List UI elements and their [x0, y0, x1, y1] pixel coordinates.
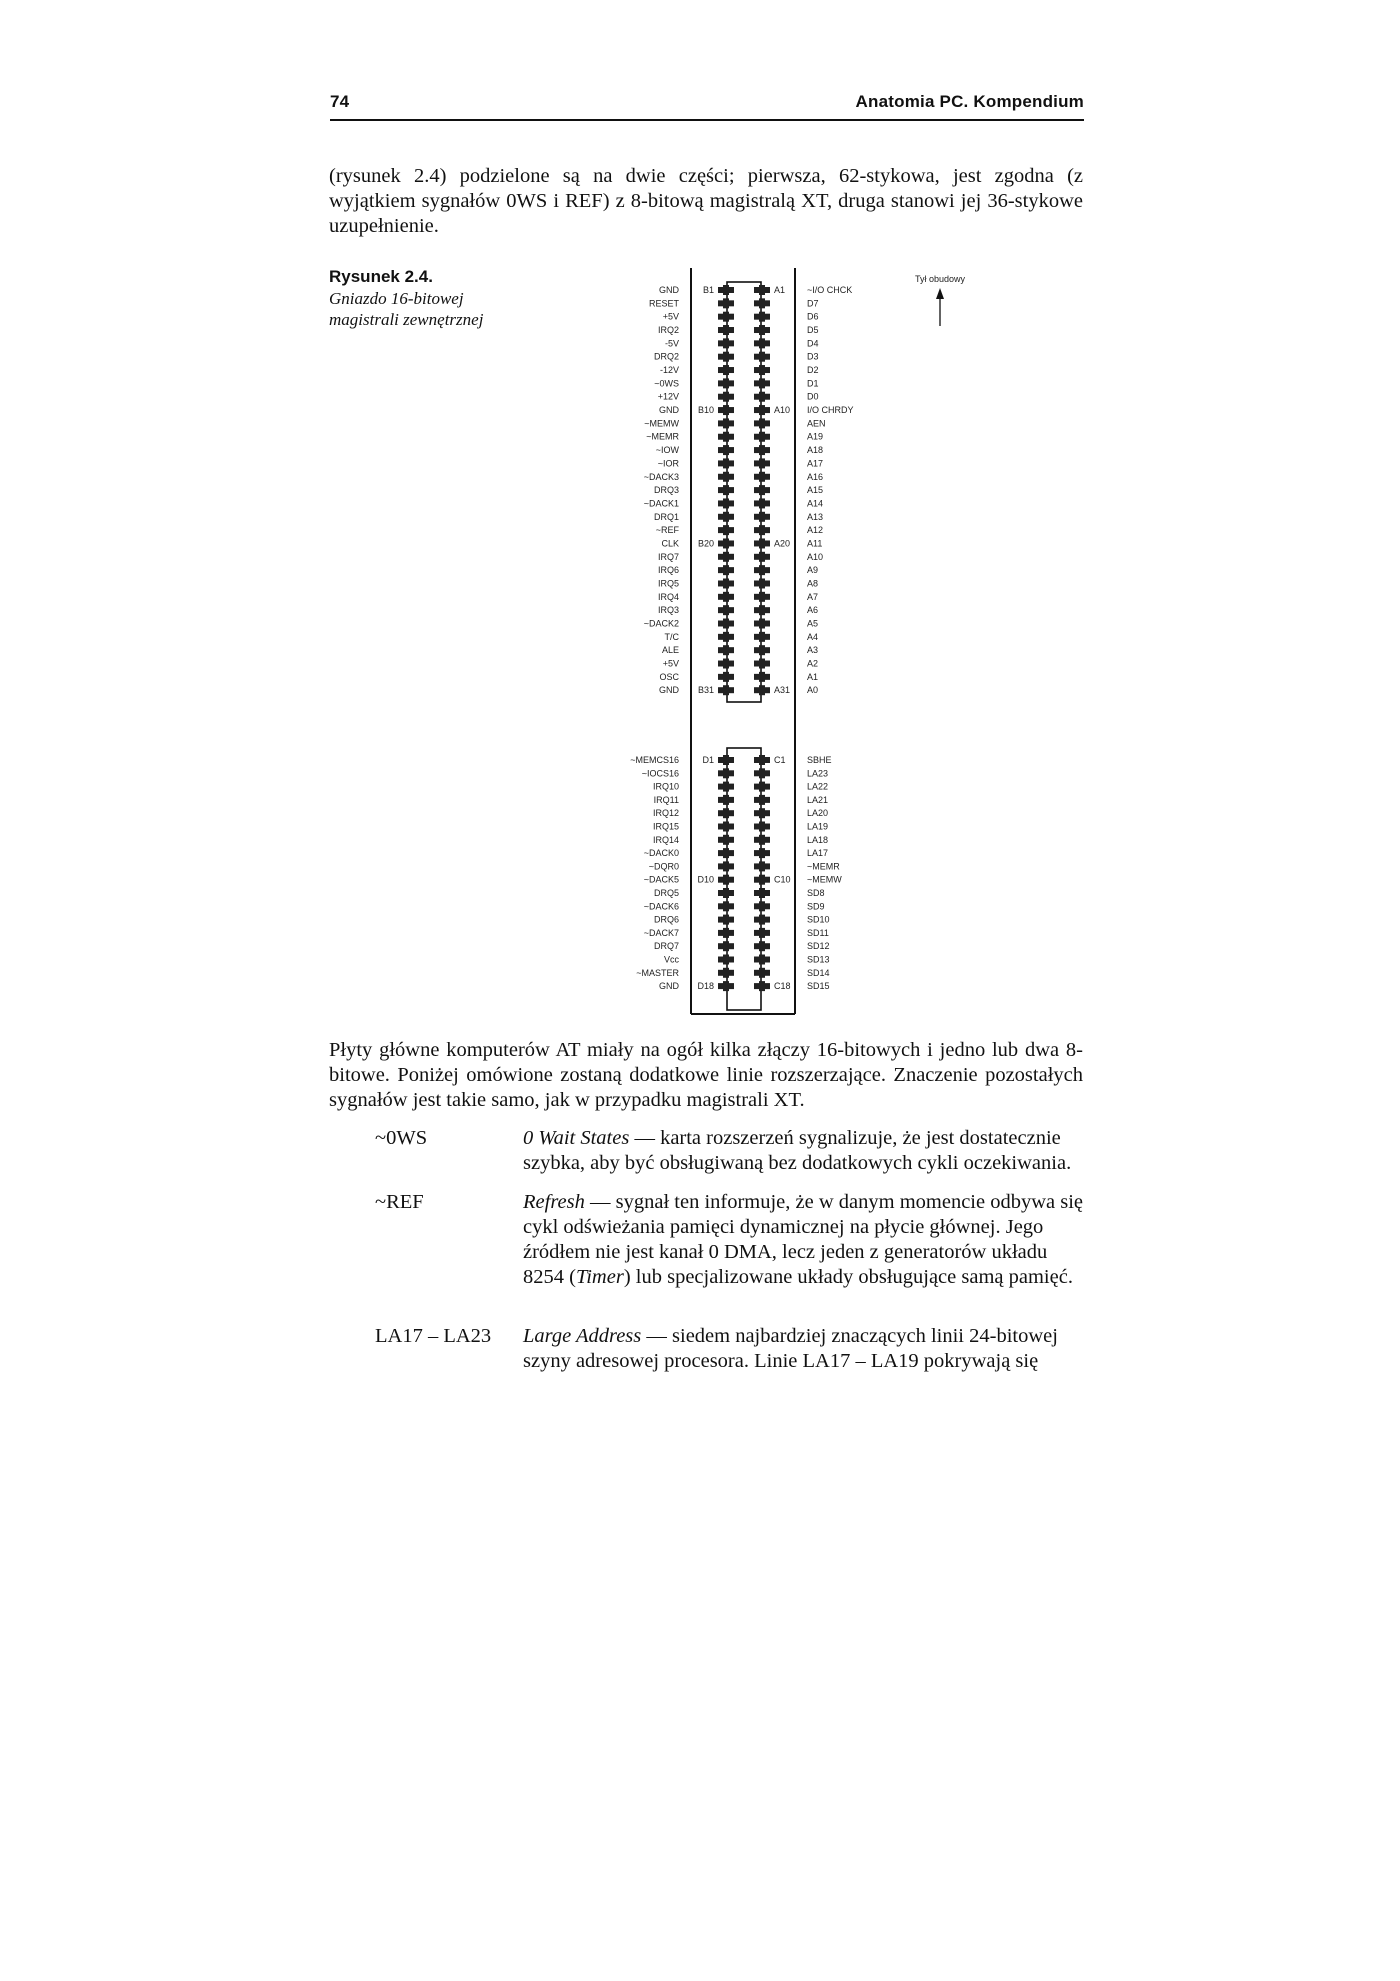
main-signal-right: A1	[807, 671, 819, 682]
main-pin-left-contact	[723, 325, 729, 335]
figure-label: Rysunek 2.4.	[329, 267, 433, 286]
main-signal-left: IRQ7	[657, 551, 679, 562]
signal-text: — karta rozszerzeń sygnalizuje, że jest dostatecznie szybka, aby być obsługiwaną bez dodatkowych cykli oczekiwania.	[523, 1127, 1072, 1174]
main-pin-left-contact	[723, 498, 729, 508]
signal-term: Large Address	[523, 1325, 642, 1347]
main-signal-left: IRQ6	[657, 565, 679, 576]
main-signal-right: A15	[807, 485, 824, 496]
signal-description	[523, 1126, 1083, 1176]
main-signal-right: A4	[807, 631, 819, 642]
main-pin-right-contact	[759, 645, 765, 655]
ext-pin-left-contact	[723, 941, 729, 951]
ext-pin-right-contact	[759, 981, 765, 991]
main-signal-left: GND	[659, 285, 679, 295]
main-pin-left-contact	[723, 525, 729, 535]
main-signal-left: ~MEMW	[644, 418, 679, 429]
main-signal-left: GND	[659, 685, 679, 696]
main-pin-number-right: A31	[774, 685, 791, 696]
main-pin-left-contact	[723, 645, 729, 655]
ext-pin-right-contact	[759, 822, 765, 832]
main-pin-right-contact	[759, 352, 765, 362]
ext-signal-right: LA17	[807, 848, 829, 859]
main-signal-left: -12V	[659, 365, 679, 376]
ext-pin-left-contact	[723, 768, 729, 778]
main-pin-right-contact	[759, 485, 765, 495]
main-signal-right: D6	[807, 311, 819, 322]
ext-signal-left: ~DACK7	[643, 927, 679, 938]
ext-pin-left-contact	[723, 795, 729, 805]
main-signal-left: ~REF	[655, 525, 679, 536]
main-signal-right: AEN	[807, 418, 826, 429]
ext-signal-right: ~MEMR	[807, 861, 840, 872]
main-pin-left-contact	[723, 338, 729, 348]
signal-description	[523, 1190, 1083, 1290]
ext-pin-left-contact	[723, 848, 729, 858]
ext-pin-right-contact	[759, 901, 765, 911]
ext-pin-left-contact	[723, 835, 729, 845]
main-pin-left-contact	[723, 365, 729, 375]
ext-pin-left-contact	[723, 755, 729, 765]
ext-signal-right: SD11	[807, 927, 829, 938]
main-signal-left: GND	[659, 405, 679, 416]
ext-signal-left: IRQ10	[652, 781, 679, 792]
ext-pin-number-left: D1	[702, 755, 714, 765]
main-pin-right-contact	[759, 525, 765, 535]
ext-pin-number-right: C10	[774, 874, 791, 885]
main-pin-left-contact	[723, 458, 729, 468]
main-pin-left-contact	[723, 565, 729, 575]
main-signal-left: T/C	[664, 631, 679, 642]
main-pin-left-contact	[723, 512, 729, 522]
main-pin-right-contact	[759, 432, 765, 442]
main-signal-right: D3	[807, 351, 819, 362]
ext-pin-left-contact	[723, 901, 729, 911]
main-pin-right-contact	[759, 338, 765, 348]
ext-signal-right: LA19	[807, 821, 829, 832]
main-pin-number-left: B31	[697, 685, 714, 696]
ext-signal-right: LA18	[807, 834, 829, 845]
ext-pin-left-contact	[723, 875, 729, 885]
main-signal-left: -5V	[664, 338, 679, 349]
ext-signal-right: SD15	[807, 981, 830, 992]
main-signal-left: +5V	[662, 658, 679, 669]
main-signal-right: A10	[807, 551, 824, 562]
main-signal-right: A18	[807, 445, 824, 456]
main-signal-left: ~IOW	[655, 445, 679, 456]
main-pin-right-contact	[759, 325, 765, 335]
main-signal-right: A5	[807, 618, 819, 629]
main-pin-number-left: B1	[702, 285, 714, 295]
main-pin-right-contact	[759, 378, 765, 388]
main-pin-left-contact	[723, 485, 729, 495]
main-pin-left-contact	[723, 605, 729, 615]
ext-pin-number-left: D18	[697, 981, 714, 992]
main-pin-right-contact	[759, 538, 765, 548]
main-pin-right-contact	[759, 659, 765, 669]
page-number: 74	[330, 92, 350, 111]
main-pin-right-contact	[759, 405, 765, 415]
main-signal-right: D5	[807, 325, 819, 336]
main-signal-right: D7	[807, 298, 819, 309]
ext-pin-right-contact	[759, 768, 765, 778]
ext-pin-right-contact	[759, 835, 765, 845]
main-signal-right: I/O CHRDY	[807, 405, 854, 416]
ext-pin-left-contact	[723, 981, 729, 991]
main-pin-right-contact	[759, 632, 765, 642]
ext-signal-left: DRQ6	[653, 914, 679, 925]
main-signal-left: ALE	[661, 645, 679, 656]
main-signal-right: A16	[807, 471, 824, 482]
main-pin-right-contact	[759, 685, 765, 695]
back-of-case-label: Tył obudowy	[914, 274, 966, 284]
main-signal-left: +5V	[662, 311, 679, 322]
signal-name: LA17 – LA23	[375, 1325, 492, 1347]
body-paragraph: Płyty główne komputerów AT miały na ogół kilka złączy 16-bitowych i jedno lub dwa 8-bitowe. Poniżej omówione zostaną dodatkowe linie rozszerzające. Znaczenie pozostałych sygnałów jest takie samo, jak w przypadku magistrali XT.	[329, 1039, 1083, 1111]
main-pin-left-contact	[723, 472, 729, 482]
signal-text: — sygnał ten informuje, że w danym momencie odbywa się cykl odświeżania pamięci dynamicznej na płycie głównej. Jego źródłem nie jest kanał 0 DMA, lecz jeden z generatorów układu 8254 (	[523, 1191, 1084, 1288]
ext-signal-right: ~MEMW	[807, 874, 842, 885]
main-pin-right-contact	[759, 592, 765, 602]
main-pin-left-contact	[723, 312, 729, 322]
ext-signal-left: IRQ14	[652, 834, 679, 845]
signal-text: — siedem najbardziej znaczących linii 24-bitowej szyny adresowej procesora. Linie LA17 – LA19 pokrywają się	[523, 1325, 1058, 1372]
signal-term: Refresh	[523, 1191, 585, 1213]
ext-pin-right-contact	[759, 888, 765, 898]
main-pin-left-contact	[723, 418, 729, 428]
main-signal-left: DRQ2	[653, 351, 679, 362]
main-pin-number-left: B10	[697, 405, 714, 416]
main-pin-right-contact	[759, 445, 765, 455]
main-pin-right-contact	[759, 285, 765, 295]
main-pin-left-contact	[723, 405, 729, 415]
main-signal-left: ~0WS	[654, 378, 679, 389]
main-pin-right-contact	[759, 512, 765, 522]
signal-term: Timer	[575, 1266, 624, 1288]
ext-pin-right-contact	[759, 782, 765, 792]
ext-signal-left: GND	[659, 981, 679, 992]
ext-pin-right-contact	[759, 955, 765, 965]
signal-name: ~REF	[375, 1191, 424, 1213]
main-signal-right: A17	[807, 458, 824, 469]
ext-pin-number-left: D10	[697, 874, 714, 885]
ext-pin-number-right: C1	[774, 755, 786, 765]
ext-signal-left: ~DACK0	[643, 848, 679, 859]
main-signal-left: OSC	[659, 671, 679, 682]
ext-pin-right-contact	[759, 861, 765, 871]
ext-pin-left-contact	[723, 782, 729, 792]
ext-signal-left: ~DQR0	[648, 861, 679, 872]
intro-paragraph: (rysunek 2.4) podzielone są na dwie części; pierwsza, 62-stykowa, jest zgodna (z wyjątkiem sygnałów 0WS i REF) z 8-bitową magistralą XT, druga stanowi jej 36-stykowe uzupełnienie.	[329, 165, 1083, 237]
signal-name: ~0WS	[375, 1127, 428, 1149]
main-pin-right-contact	[759, 298, 765, 308]
main-signal-left: ~DACK2	[643, 618, 679, 629]
main-pin-left-contact	[723, 285, 729, 295]
ext-pin-left-contact	[723, 888, 729, 898]
ext-signal-right: SD13	[807, 954, 830, 965]
ext-signal-left: DRQ5	[653, 888, 679, 898]
main-pin-number-left: B20	[697, 538, 714, 549]
ext-pin-right-contact	[759, 915, 765, 925]
main-pin-left-contact	[723, 685, 729, 695]
arrow-up-icon	[936, 288, 944, 299]
main-pin-right-contact	[759, 552, 765, 562]
ext-pin-left-contact	[723, 861, 729, 871]
main-signal-right: A14	[807, 498, 824, 509]
ext-pin-right-contact	[759, 755, 765, 765]
ext-signal-right: SD8	[807, 888, 825, 898]
ext-signal-left: IRQ11	[653, 794, 679, 805]
main-pin-left-contact	[723, 552, 729, 562]
main-signal-right: A12	[807, 525, 824, 536]
main-signal-left: RESET	[648, 298, 679, 309]
main-signal-left: ~MEMR	[646, 431, 679, 442]
main-signal-left: DRQ3	[653, 485, 679, 496]
ext-pin-right-contact	[759, 875, 765, 885]
ext-signal-right: LA20	[807, 808, 829, 819]
ext-pin-left-contact	[723, 808, 729, 818]
ext-signal-right: SD9	[807, 901, 825, 912]
ext-signal-right: SD14	[807, 967, 830, 978]
main-pin-left-contact	[723, 672, 729, 682]
main-signal-right: A7	[807, 591, 819, 602]
main-signal-right: A9	[807, 565, 819, 576]
figure-description: Gniazdo 16-bitowej magistrali zewnętrznej	[329, 289, 484, 329]
main-pin-right-contact	[759, 312, 765, 322]
ext-signal-left: ~DACK6	[643, 901, 679, 912]
main-pin-left-contact	[723, 592, 729, 602]
ext-pin-right-contact	[759, 941, 765, 951]
main-pin-left-contact	[723, 659, 729, 669]
main-pin-left-contact	[723, 432, 729, 442]
ext-signal-left: DRQ7	[653, 941, 679, 952]
ext-signal-left: Vcc	[663, 954, 679, 965]
ext-signal-right: LA22	[807, 781, 829, 792]
signal-term: 0 Wait States	[523, 1127, 630, 1149]
ext-pin-left-contact	[723, 822, 729, 832]
main-signal-right: A11	[807, 538, 823, 549]
main-signal-right: D1	[807, 378, 819, 389]
main-pin-right-contact	[759, 578, 765, 588]
main-pin-left-contact	[723, 632, 729, 642]
main-pin-right-contact	[759, 619, 765, 629]
main-signal-left: IRQ3	[657, 605, 679, 616]
main-signal-right: D2	[807, 365, 819, 376]
ext-pin-left-contact	[723, 915, 729, 925]
ext-signal-right: LA21	[807, 794, 829, 805]
main-pin-right-contact	[759, 498, 765, 508]
main-pin-right-contact	[759, 605, 765, 615]
ext-signal-left: ~MEMCS16	[630, 755, 679, 765]
main-signal-right: A8	[807, 578, 819, 589]
main-pin-right-contact	[759, 672, 765, 682]
main-pin-right-contact	[759, 392, 765, 402]
ext-signal-left: IRQ15	[652, 821, 679, 832]
ext-signal-right: SBHE	[807, 755, 832, 765]
ext-signal-right: LA23	[807, 768, 829, 779]
ext-pin-number-right: C18	[774, 981, 791, 992]
main-pin-left-contact	[723, 352, 729, 362]
ext-pin-left-contact	[723, 928, 729, 938]
main-signal-right: A3	[807, 645, 819, 656]
main-pin-left-contact	[723, 445, 729, 455]
ext-pin-left-contact	[723, 955, 729, 965]
main-pin-number-right: A10	[774, 405, 791, 416]
signal-text: ) lub specjalizowane układy obsługujące samą pamięć.	[623, 1266, 1073, 1288]
ext-pin-right-contact	[759, 848, 765, 858]
ext-signal-left: ~MASTER	[636, 967, 679, 978]
main-pin-right-contact	[759, 565, 765, 575]
main-signal-left: CLK	[661, 538, 679, 549]
signal-description	[523, 1324, 1083, 1374]
main-pin-number-right: A20	[774, 538, 791, 549]
main-signal-left: DRQ1	[653, 511, 679, 522]
ext-pin-right-contact	[759, 808, 765, 818]
main-signal-left: IRQ4	[657, 591, 679, 602]
main-pin-right-contact	[759, 458, 765, 468]
main-pin-left-contact	[723, 298, 729, 308]
main-signal-left: ~IOR	[657, 458, 679, 469]
main-signal-right: D4	[807, 338, 819, 349]
main-signal-right: D0	[807, 391, 819, 402]
main-pin-number-right: A1	[774, 285, 786, 295]
main-signal-right: A2	[807, 658, 819, 669]
main-signal-right: A0	[807, 685, 819, 696]
main-pin-left-contact	[723, 378, 729, 388]
main-pin-left-contact	[723, 538, 729, 548]
main-signal-right: A19	[807, 431, 824, 442]
main-pin-right-contact	[759, 418, 765, 428]
main-signal-right: A13	[807, 511, 824, 522]
ext-signal-left: ~IOCS16	[641, 768, 679, 779]
main-signal-left: IRQ2	[657, 325, 679, 336]
ext-pin-right-contact	[759, 968, 765, 978]
main-signal-right: A6	[807, 605, 819, 616]
ext-pin-left-contact	[723, 968, 729, 978]
main-signal-left: ~DACK1	[643, 498, 679, 509]
main-signal-left: IRQ5	[657, 578, 679, 589]
ext-signal-right: SD12	[807, 941, 830, 952]
ext-pin-right-contact	[759, 928, 765, 938]
ext-pin-right-contact	[759, 795, 765, 805]
main-pin-right-contact	[759, 472, 765, 482]
main-pin-right-contact	[759, 365, 765, 375]
ext-signal-left: ~DACK5	[643, 874, 679, 885]
running-title: Anatomia PC. Kompendium	[855, 92, 1084, 111]
main-pin-left-contact	[723, 392, 729, 402]
ext-signal-left: IRQ12	[652, 808, 679, 819]
main-pin-left-contact	[723, 578, 729, 588]
main-signal-right: ~I/O CHCK	[807, 285, 853, 295]
main-pin-left-contact	[723, 619, 729, 629]
ext-signal-right: SD10	[807, 914, 830, 925]
main-signal-left: +12V	[657, 391, 679, 402]
main-signal-left: ~DACK3	[643, 471, 679, 482]
